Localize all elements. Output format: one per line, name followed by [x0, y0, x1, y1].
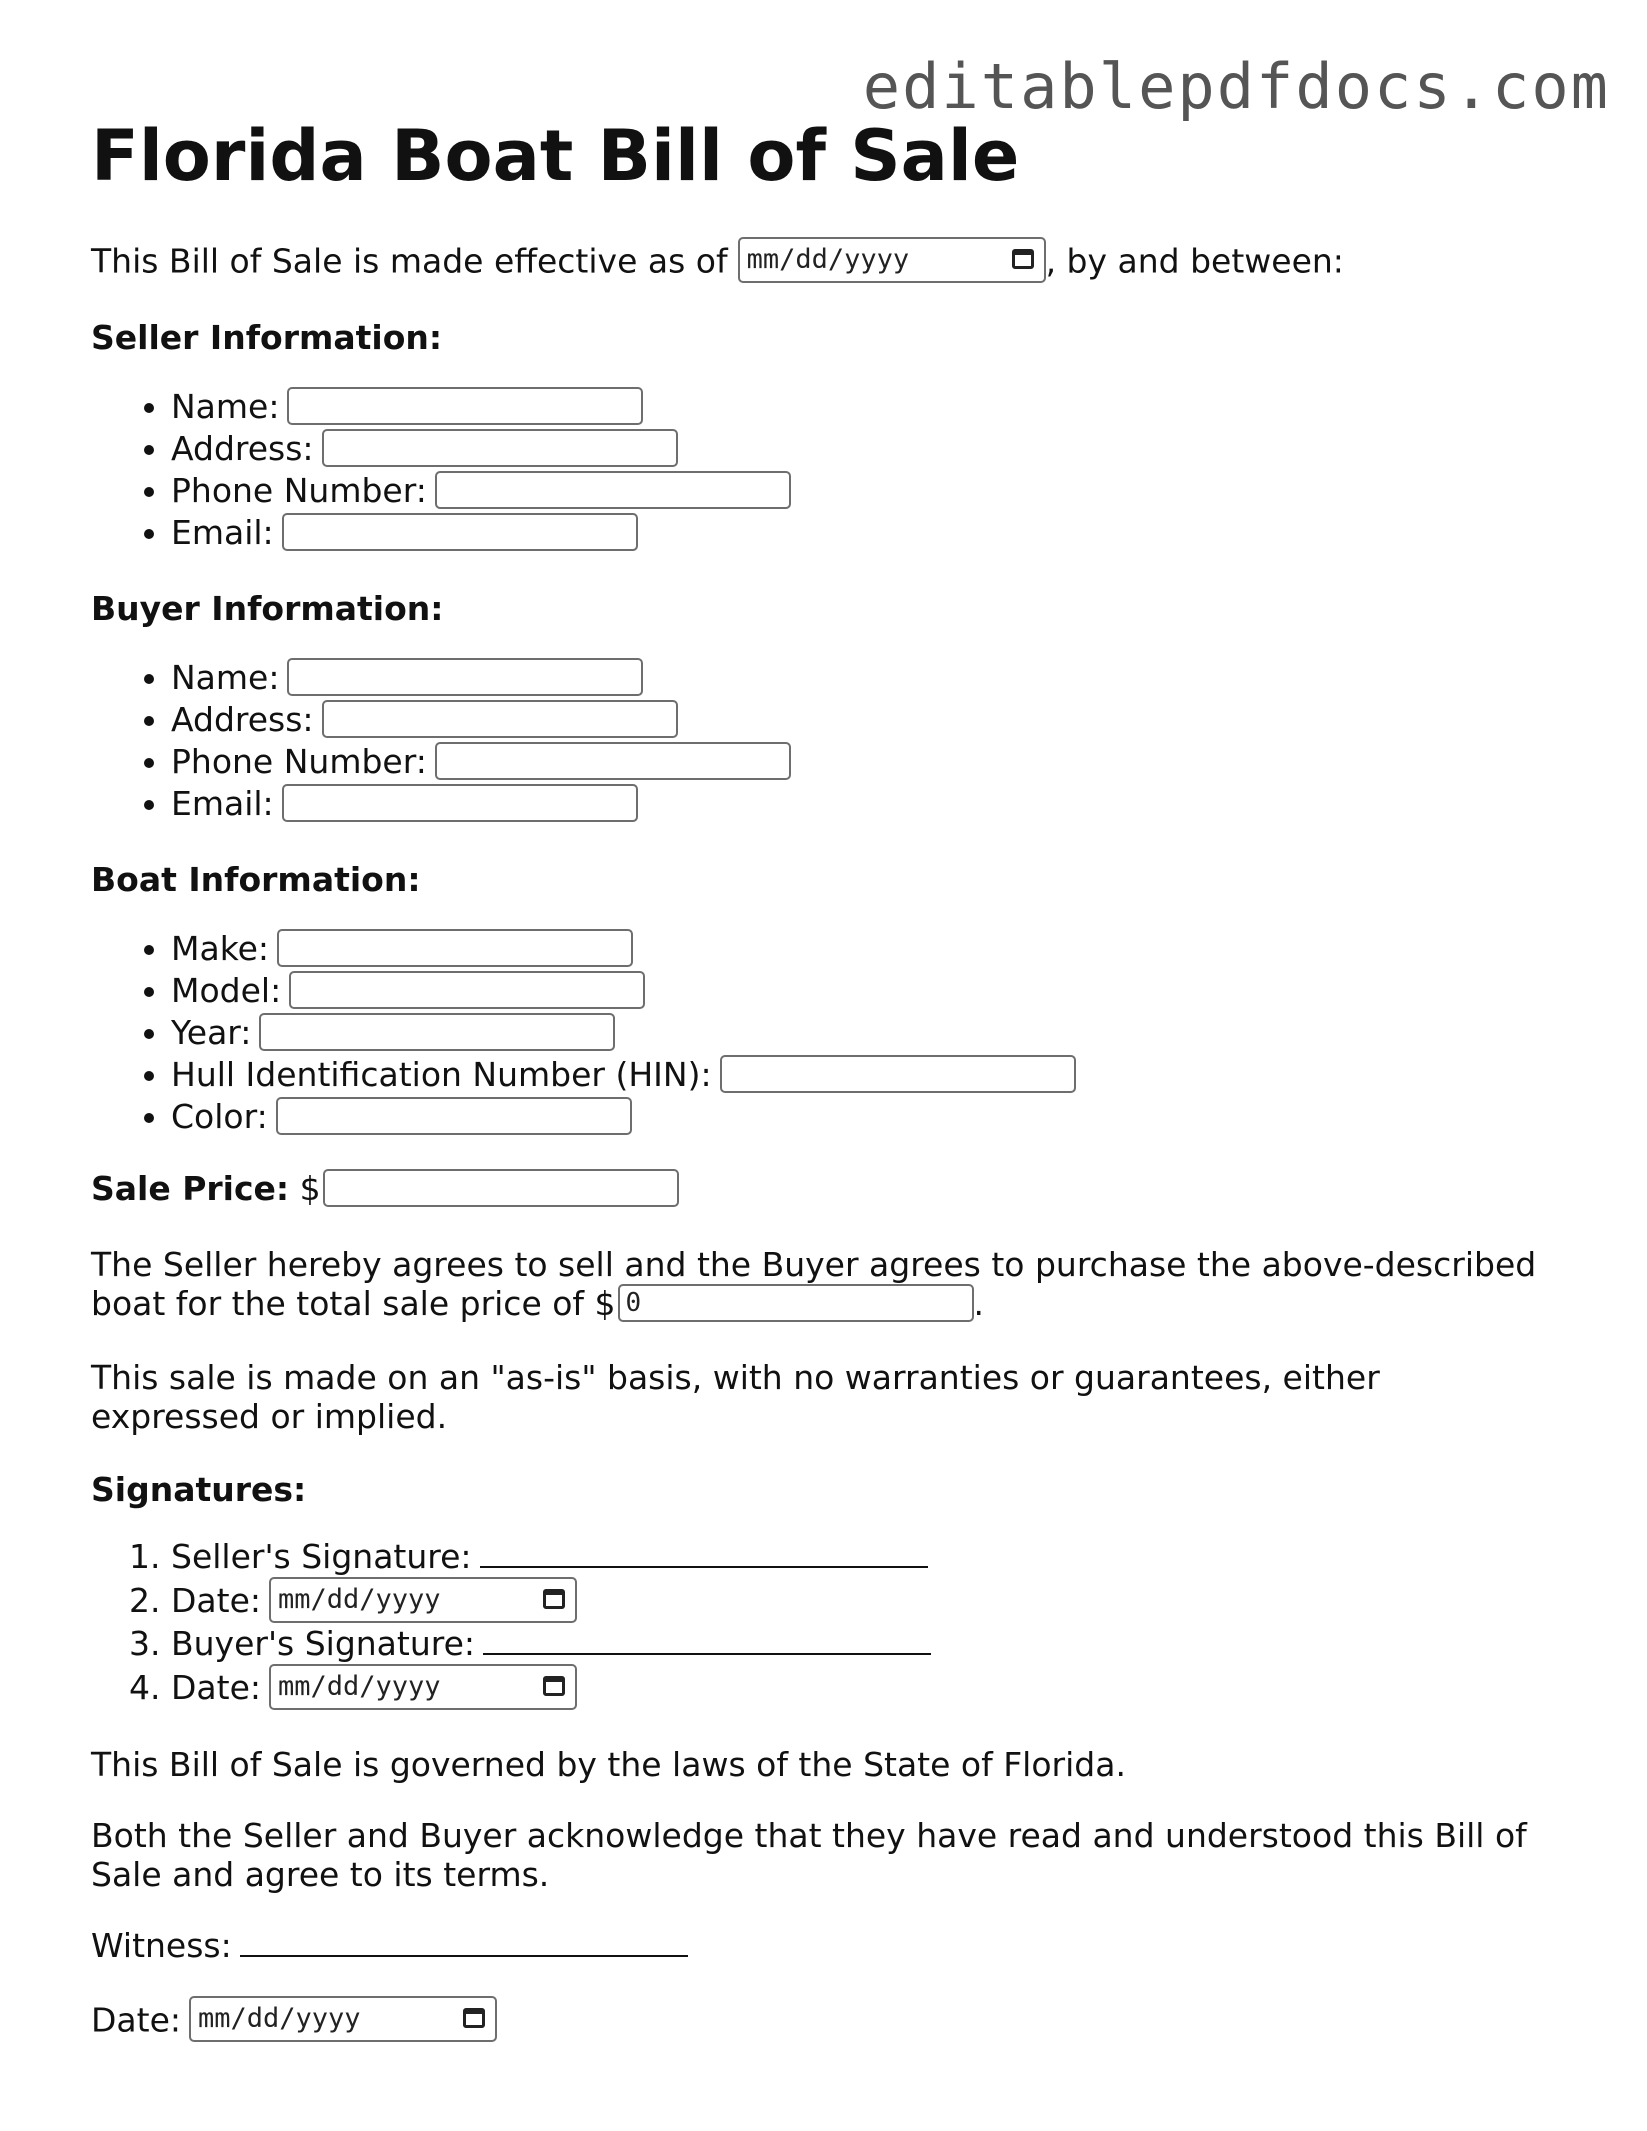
buyer-address-input[interactable]	[322, 700, 678, 738]
witness-date-input[interactable]	[189, 1996, 497, 2042]
agreement-paragraph	[91, 1245, 1551, 1325]
intro-text: This Bill of Sale is made effective as of	[91, 241, 728, 281]
list-item	[171, 1536, 931, 1578]
list-item	[171, 928, 1076, 970]
list-item	[171, 699, 791, 741]
buyer-phone-label: Phone Number:	[171, 742, 427, 781]
calendar-icon[interactable]	[463, 2008, 485, 2028]
seller-email-input[interactable]	[282, 513, 638, 551]
list-item	[171, 386, 791, 428]
signatures-list	[91, 1536, 931, 1710]
seller-phone-label: Phone Number:	[171, 471, 427, 510]
boat-model-label: Model:	[171, 971, 282, 1010]
list-item	[171, 1096, 1076, 1138]
boat-heading: Boat Information:	[91, 860, 421, 899]
list-item	[171, 1623, 931, 1665]
total-price-input[interactable]	[618, 1284, 974, 1322]
seller-heading: Seller Information:	[91, 318, 443, 357]
seller-phone-input[interactable]	[435, 471, 791, 509]
seller-date-input[interactable]	[269, 1577, 577, 1623]
witness-date-label: Date:	[91, 2000, 181, 2040]
list-item	[171, 741, 791, 783]
boat-color-input[interactable]	[276, 1097, 632, 1135]
acknowledge-paragraph: Both the Seller and Buyer acknowledge that they have read and understood this Bill of Sale and agree to its terms.	[91, 1816, 1527, 1894]
boat-hin-label: Hull Identification Number (HIN):	[171, 1055, 712, 1094]
list-item	[171, 428, 791, 470]
list-item	[171, 1054, 1076, 1096]
calendar-icon[interactable]	[1012, 249, 1034, 269]
agreement-text: The Seller hereby agrees to sell and the Buyer agrees to purchase the above-described boat for the total sale price of $	[91, 1245, 1537, 1323]
witness-line	[91, 1925, 688, 1966]
witness-date-line	[91, 1999, 497, 2045]
list-item	[171, 970, 1076, 1012]
buyer-email-label: Email:	[171, 784, 274, 823]
list-item	[171, 783, 791, 825]
sale-price-line	[91, 1169, 679, 1210]
list-item	[171, 657, 791, 699]
seller-name-input[interactable]	[287, 387, 643, 425]
sale-price-label: Sale Price:	[91, 1169, 290, 1208]
sale-price-currency: $	[299, 1169, 321, 1208]
seller-date-label: Date:	[171, 1581, 261, 1620]
sale-price-input[interactable]	[323, 1169, 679, 1207]
intro-line	[91, 240, 1344, 286]
buyer-signature-label: Buyer's Signature:	[171, 1624, 476, 1663]
buyer-signature-line[interactable]	[483, 1623, 931, 1655]
governing-law-paragraph: This Bill of Sale is governed by the laws of the State of Florida.	[91, 1745, 1126, 1784]
seller-email-label: Email:	[171, 513, 274, 552]
boat-list	[91, 928, 1076, 1138]
buyer-heading: Buyer Information:	[91, 589, 444, 628]
agreement-end: .	[973, 1284, 985, 1323]
witness-signature-line[interactable]	[240, 1925, 688, 1957]
boat-model-input[interactable]	[289, 971, 645, 1009]
watermark: editablepdfdocs.com	[862, 50, 1610, 123]
boat-hin-input[interactable]	[720, 1055, 1076, 1093]
buyer-name-input[interactable]	[287, 658, 643, 696]
signatures-heading: Signatures:	[91, 1470, 307, 1509]
total-price-value: 0	[625, 1287, 642, 1318]
buyer-date-input[interactable]	[269, 1664, 577, 1710]
seller-name-label: Name:	[171, 387, 280, 426]
seller-signature-line[interactable]	[480, 1536, 928, 1568]
as-is-paragraph: This sale is made on an "as-is" basis, with no warranties or guarantees, either expressed or implied.	[91, 1358, 1380, 1436]
effective-date-placeholder: mm/dd/yyyy	[746, 244, 910, 275]
buyer-date-placeholder: mm/dd/yyyy	[278, 1670, 441, 1702]
buyer-name-label: Name:	[171, 658, 280, 697]
seller-address-input[interactable]	[322, 429, 678, 467]
seller-date-placeholder: mm/dd/yyyy	[278, 1583, 441, 1615]
calendar-icon[interactable]	[543, 1676, 565, 1696]
list-item	[171, 1665, 931, 1710]
list-item	[171, 1012, 1076, 1054]
effective-date-input[interactable]	[738, 237, 1046, 283]
page-title: Florida Boat Bill of Sale	[91, 115, 1020, 197]
list-item	[171, 1578, 931, 1623]
seller-address-label: Address:	[171, 429, 314, 468]
list-item	[171, 512, 791, 554]
buyer-date-label: Date:	[171, 1668, 261, 1707]
buyer-email-input[interactable]	[282, 784, 638, 822]
intro-text-end: , by and between:	[1045, 241, 1344, 281]
buyer-address-label: Address:	[171, 700, 314, 739]
seller-list	[91, 386, 791, 554]
witness-label: Witness:	[91, 1926, 232, 1965]
boat-color-label: Color:	[171, 1097, 268, 1136]
boat-make-input[interactable]	[277, 929, 633, 967]
calendar-icon[interactable]	[543, 1589, 565, 1609]
seller-signature-label: Seller's Signature:	[171, 1537, 472, 1576]
witness-date-placeholder: mm/dd/yyyy	[198, 2003, 361, 2034]
buyer-list	[91, 657, 791, 825]
boat-year-label: Year:	[171, 1013, 252, 1052]
list-item	[171, 470, 791, 512]
buyer-phone-input[interactable]	[435, 742, 791, 780]
boat-year-input[interactable]	[259, 1013, 615, 1051]
boat-make-label: Make:	[171, 929, 270, 968]
